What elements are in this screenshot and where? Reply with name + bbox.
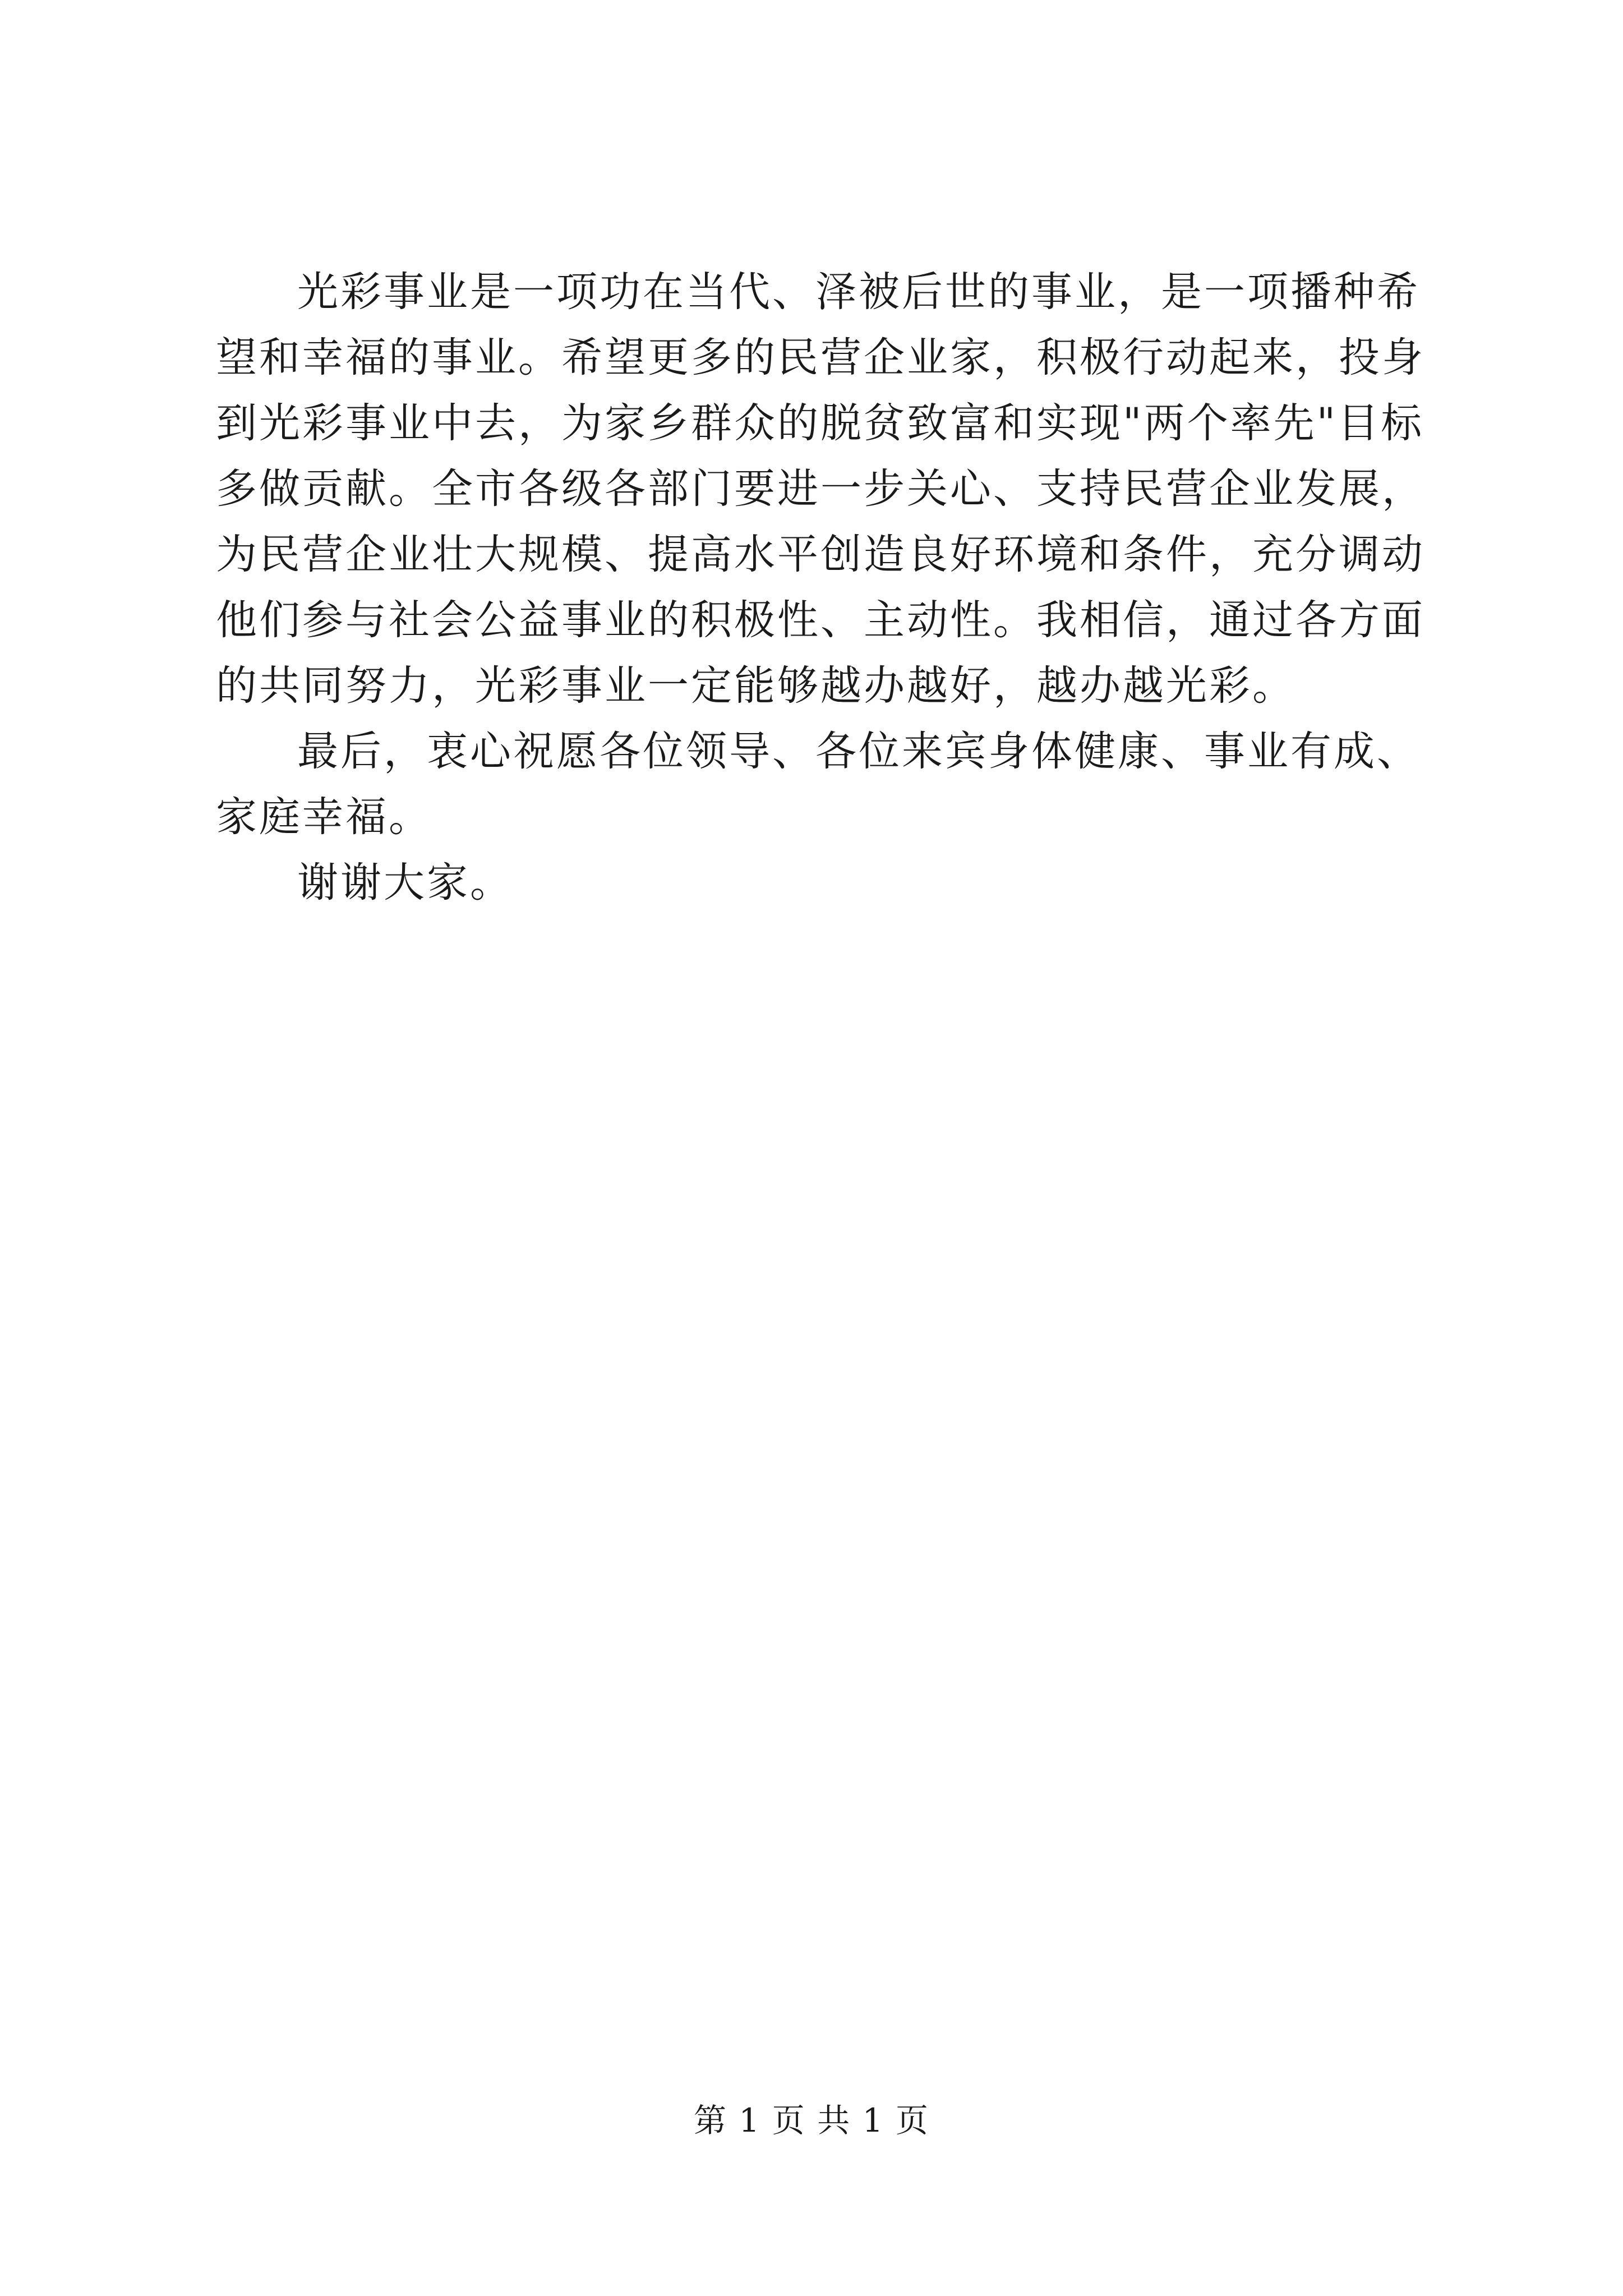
paragraph-line: 多做贡献。全市各级各部门要进一步关心、支持民营企业发展， <box>216 465 1425 513</box>
paragraph-1 <box>216 259 1425 719</box>
paragraph-line: 最后，衷心祝愿各位领导、各位来宾身体健康、事业有成、 <box>297 728 1420 775</box>
paragraph-line: 家庭幸福。 <box>216 793 432 841</box>
paragraph-line: 的共同努力，光彩事业一定能够越办越好，越办越光彩。 <box>216 662 1295 710</box>
page-number-footer: 第 1 页 共 1 页 <box>694 2101 929 2139</box>
paragraph-2 <box>216 719 1420 850</box>
paragraph-line: 到光彩事业中去，为家乡群众的脱贫致富和实现"两个率先"目标 <box>216 399 1424 447</box>
paragraph-line: 光彩事业是一项功在当代、泽被后世的事业，是一项播种希 <box>297 268 1420 316</box>
paragraph-line: 谢谢大家。 <box>297 859 513 907</box>
document-body <box>216 259 1425 915</box>
paragraph-line: 为民营企业壮大规模、提高水平创造良好环境和条件，充分调动 <box>216 531 1425 578</box>
paragraph-line: 他们参与社会公益事业的积极性、主动性。我相信，通过各方面 <box>216 596 1425 644</box>
paragraph-line: 望和幸福的事业。希望更多的民营企业家，积极行动起来，投身 <box>216 334 1425 381</box>
paragraph-3 <box>216 850 1410 915</box>
